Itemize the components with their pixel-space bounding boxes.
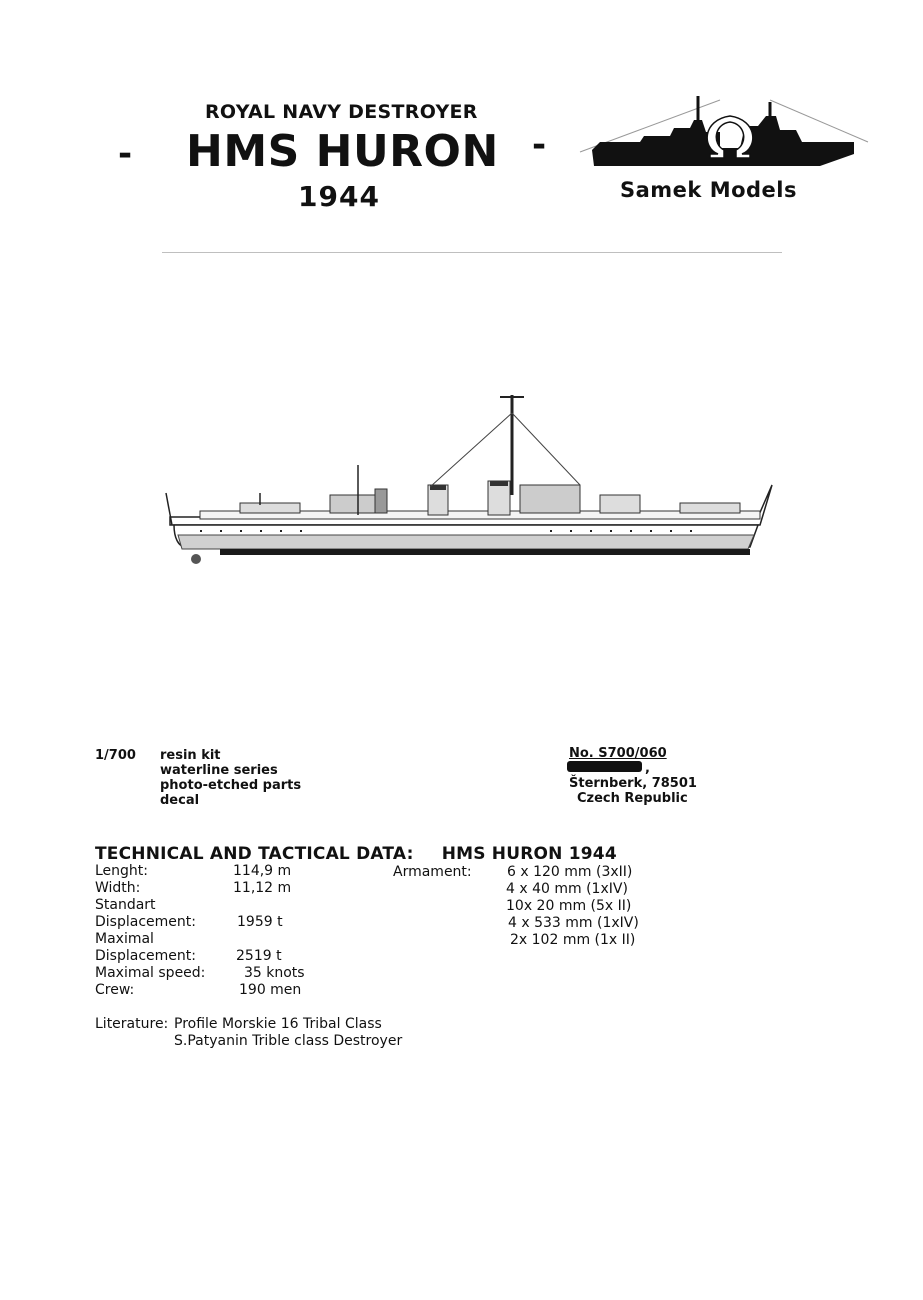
spec-label: Displacement:: [95, 914, 196, 930]
armament-label: Armament:: [393, 864, 472, 880]
armament-item: 10x 20 mm (5x II): [506, 898, 632, 914]
subtitle: ROYAL NAVY DESTROYER: [205, 101, 478, 123]
spec-value: 114,9 m: [233, 863, 292, 879]
kit-feature-3: photo-etched parts: [160, 778, 302, 793]
literature-item: Profile Morskie 16 Tribal Class: [174, 1016, 382, 1032]
page-title: HMS HURON: [186, 126, 499, 177]
title-dash-right: -: [532, 125, 547, 165]
address-comma: ,: [645, 761, 650, 776]
armament-item: 4 x 533 mm (1xIV): [508, 915, 639, 931]
address-country: Czech Republic: [577, 791, 688, 806]
title-dash-left: -: [118, 134, 133, 174]
tech-heading: [95, 844, 617, 864]
brand-name: Samek Models: [620, 178, 797, 202]
address-city: Šternberk, 78501: [569, 776, 697, 791]
spec-value: 1959 t: [237, 914, 283, 930]
spec-value: 35 knots: [244, 965, 305, 981]
armament-item: 2x 102 mm (1x II): [510, 932, 636, 948]
ship-silhouette-omega-logo-icon: [570, 92, 870, 182]
spec-label: Width:: [95, 880, 141, 896]
armament-item: 6 x 120 mm (3xII): [507, 864, 633, 880]
spec-value: 2519 t: [236, 948, 282, 964]
literature-item: S.Patyanin Trible class Destroyer: [174, 1033, 403, 1049]
armament-item: 4 x 40 mm (1xIV): [506, 881, 628, 897]
spec-label: Displacement:: [95, 948, 196, 964]
kit-feature-1: resin kit: [160, 748, 221, 763]
tech-heading-ship: HMS HURON 1944: [441, 844, 617, 864]
divider: [162, 252, 782, 253]
spec-value: 190 men: [239, 982, 302, 998]
kit-feature-2: waterline series: [160, 763, 278, 778]
tech-heading-label: TECHNICAL AND TACTICAL DATA:: [95, 844, 414, 864]
kit-scale: 1/700: [95, 748, 136, 763]
literature-label: Literature:: [95, 1016, 169, 1032]
spec-label: Standart: [95, 897, 156, 913]
spec-label: Lenght:: [95, 863, 149, 879]
kit-number: No. S700/060: [569, 746, 667, 761]
redaction-bar: [567, 761, 642, 772]
year: 1944: [298, 180, 380, 213]
spec-value: 11,12 m: [233, 880, 292, 896]
kit-feature-4: decal: [160, 793, 200, 808]
spec-label: Maximal speed:: [95, 965, 206, 981]
spec-label: Crew:: [95, 982, 135, 998]
destroyer-profile-drawing-icon: [160, 385, 790, 570]
spec-label: Maximal: [95, 931, 154, 947]
